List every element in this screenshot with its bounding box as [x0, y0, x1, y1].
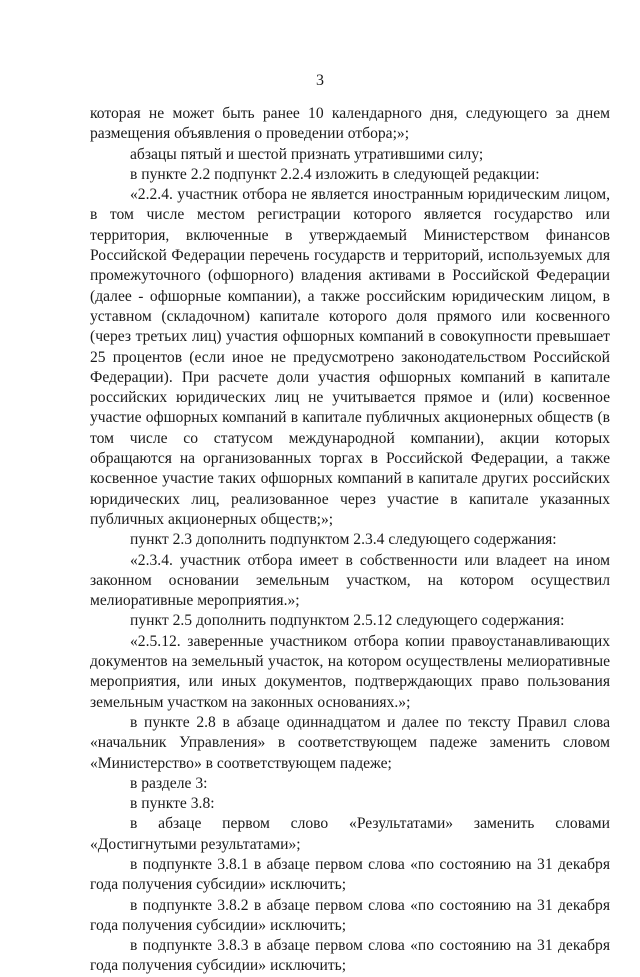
paragraph: в подпункте 3.8.2 в абзаце первом слова «по состоянию на 31 декабря года получения субсидии» исключить;: [90, 896, 610, 934]
paragraph: «2.3.4. участник отбора имеет в собственности или владеет на ином законном основании земельным участком, на котором осуществил мелиоративные мероприятия.»;: [90, 551, 610, 610]
paragraph: пункт 2.3 дополнить подпунктом 2.3.4 следующего содержания:: [130, 531, 557, 549]
paragraph: в подпункте 3.8.3 в абзаце первом слова «по состоянию на 31 декабря года получения субсидии» исключить;: [90, 937, 610, 975]
paragraph: пункт 2.5 дополнить подпунктом 2.5.12 следующего содержания:: [130, 612, 565, 630]
paragraph: в подпункте 3.8.1 в абзаце первом слова «по состоянию на 31 декабря года получения субсидии» исключить;: [90, 855, 610, 894]
paragraph: в пункте 3.8:: [130, 795, 215, 813]
paragraph: которая не может быть ранее 10 календарного дня, следующего за днем размещения объявления о проведении отбора;»;: [90, 105, 610, 143]
page-number: 3: [316, 72, 324, 89]
paragraph: в пункте 2.2 подпункт 2.2.4 изложить в следующей редакции:: [130, 165, 540, 183]
paragraph: в абзаце первом слово «Результатами» заменить словами «Достигнутыми результатами»;: [90, 815, 610, 853]
document-body: [90, 104, 610, 977]
paragraph: «2.2.4. участник отбора не является иностранным юридическим лицом, в том числе местом регистрации которого является государство или территория, включенные в утверждаемый Министерством финансов Российской Федерации перечень государств и территорий, используемых для промежуточного (офшорного) владения активами в Российской Федерации (далее - офшорные компании), а также российским юридическим лицом, в уставном (складочном) капитале которого доля прямого или косвенного (через третьих лиц) участия офшорных компаний в совокупности превышает 25 процентов (если иное не предусмотрено законодательством Российской Федерации). При расчете доли участия офшорных компаний в капитале российских юридических лиц не учитывается прямое и (или) косвенное участие офшорных компаний в капитале публичных акционерных обществ (в том числе со статусом международной компании), акции которых обращаются на организованных торгах в Российской Федерации, а также косвенное участие таких офшорных компаний в капитале других российских юридических лиц, реализованное через участие в капитале указанных публичных акционерных обществ;»;: [90, 186, 610, 528]
paragraph: абзацы пятый и шестой признать утратившими силу;: [130, 145, 484, 163]
paragraph: в разделе 3:: [130, 774, 208, 792]
paragraph: в пункте 2.8 в абзаце одиннадцатом и далее по тексту Правил слова «начальник Управления» в соответствующем падеже заменить словом «Министерство» в соответствующем падеже;: [90, 713, 610, 772]
paragraph: «2.5.12. заверенные участником отбора копии правоустанавливающих документов на земельный участок, на котором осуществлены мелиоративные мероприятия, или иных документов, подтверждающих право пользования земельным участком на законных основаниях.»;: [90, 632, 610, 711]
